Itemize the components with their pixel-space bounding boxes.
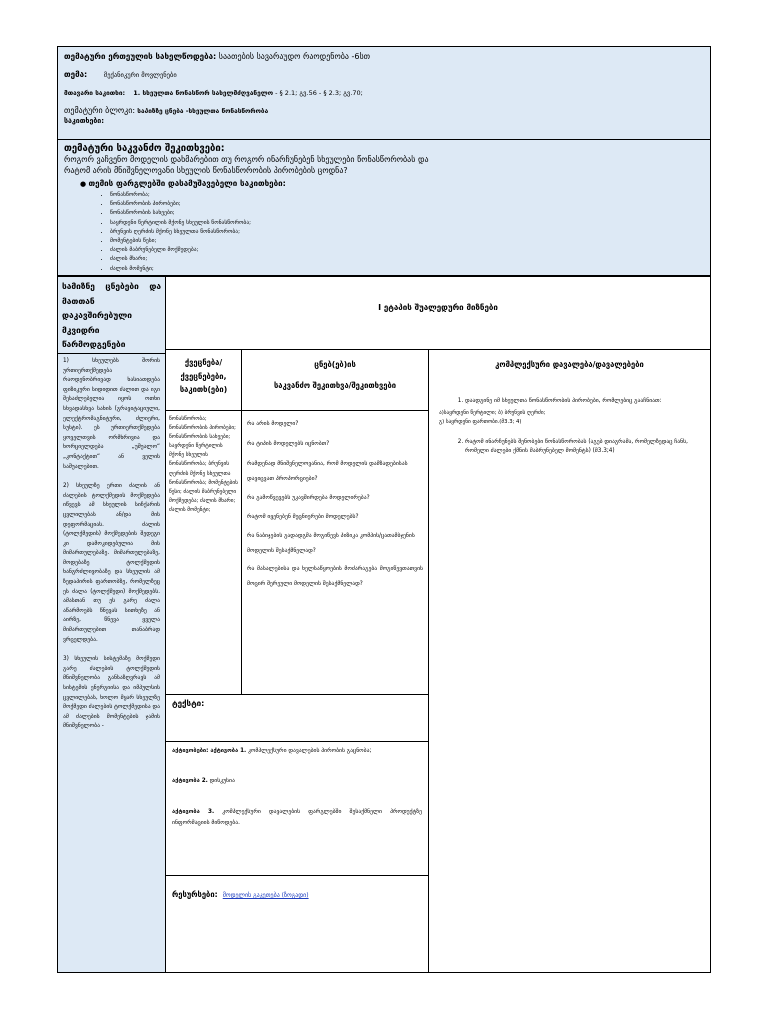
topic-item: • ბრუნვის ღერძის მქონე სხეულთა წონასწორობა;: [110, 228, 704, 237]
topic-item: • საყრდენი წერტილის მქონე სხეულის წონასწორობა;: [110, 219, 704, 228]
concept-paragraph-2: 2) სხეულზე ერთი ძალის ან ძალების ტოლქმედის მოქმედება იწვევს ამ სხეულის სიჩქარის ცვლილებას ან/და მის დეფორმაციას. ძალის (ტოლქმედის) მოქმედების შედეგი კი დამოკიდებულია მის მიმართულებაზე. მიმართულებაზე, მოდებაზე ტოლქმედის ხანგრძლივობაზე და სხეულის ამ ზედაპირის ფართობზე, რომელზეც ეს ძალა (ტოლქმედი) მოქმედებს. ამასთან თუ ეს გარე ძალა აწარმოებს წნევას სითხეზე ან აირზე, წნევა ყველა მიმართულებით თანაბრად ვრცელდება.: [63, 483, 160, 643]
key-question-line-1: როგორ ვაჩვენო მოდელის დახმარებით თუ როგორ ინარჩუნებენ სხეულები წონასწორობას და: [64, 155, 429, 164]
text-label: ტექსტი:: [172, 699, 205, 708]
question-list: [247, 417, 423, 592]
tasks-ordered-list-2: [449, 438, 704, 456]
text-cell: [165, 694, 429, 742]
topics-list: [80, 191, 704, 274]
block-tail: საკითხები:: [64, 117, 105, 125]
question-item: რა მასალებისა და ხელსაწყოების მოძარაგება მოგიწევთათვის მოცირ შერეული მოდელის შესაქმნელად?: [247, 566, 423, 587]
task-item-1: 1. დაადგინე იმ სხეულთა წონასწორობის პირობები, რომლებიც გააჩნიათ:: [465, 397, 704, 406]
question-item: რამდენად მნიშვნელოვანია, რომ მოდელის დამზადებისას დავიცვათ პროპორციები?: [247, 461, 408, 482]
concepts-header: სამიზნე ცნებები და მათთან დაკავშირებული მკვიდრი წარმოდგენები: [58, 277, 165, 354]
questions-header: [241, 349, 429, 411]
main-topic-refs: - § 2.1; გვ.56 - § 2.3; გვ.70;: [273, 89, 363, 97]
theme-label: თემა:: [64, 70, 88, 79]
tasks-column: [428, 349, 711, 973]
stage-goals-header: [165, 276, 711, 350]
topic-item: • მომენტების წესი;: [110, 237, 704, 246]
activity-3: აქტივობა 3. კომპლექსური დავალების ფარგლებში შესაქმნელი პროდუქტზე ინფორმაციის მიწოდება.: [172, 808, 423, 826]
skills-text: წონასწორობა; წონასწორობის პირობები; წონასწორობის სახეები; საყრდენი წერტილის მქონე სხეულის წონასწორობა; ბრუნვის ღერძის მქონე სხეულთა წონასწორობა; მომენტების წესი; ძალის მაბრუნებელი მოქმედება; ძალის მხარი; ძალის მომენტი;: [169, 416, 238, 513]
question-item: რა ტიპის მოდელებს იცნობთ?: [247, 441, 330, 447]
topic-item: • ძალის მხარი;: [110, 255, 704, 264]
theme-value: მექანიკური მოვლენები: [103, 71, 177, 79]
skills-cell: [165, 410, 242, 695]
theme-row: [64, 69, 704, 81]
tasks-ordered-list: [449, 397, 704, 406]
concepts-text: [58, 354, 165, 735]
resources-link[interactable]: მოდელის გაკეთება (ზოგადი): [222, 892, 309, 899]
questions-cell: [241, 410, 429, 695]
lesson-plan-document: [57, 46, 711, 899]
tasks-list: [429, 371, 710, 456]
topic-item: • წონასწორობა;: [110, 191, 704, 200]
key-questions-section: [57, 140, 711, 276]
questions-header-line-2: საკვანძო შეკითხვა/შეკითხვები: [273, 381, 397, 390]
activity-2: აქტივობა 2. დისკუსია: [172, 778, 235, 784]
resources-cell: [165, 875, 429, 973]
task-item-2: 2. რატომ ინარჩუნებს შენობები წონასწორობას (აგებ დიაგრამა, რომელზედაც ჩანს, რომელი ძალები ქმნის მაბრუნებელ მომენტს) (მ3.3;4): [465, 438, 704, 456]
block-value: საპიზზე ცნება -სხეულთა წონასწორობა: [135, 107, 269, 115]
topic-item: • წონასწორობის პირობები;: [110, 200, 704, 209]
task-1-option-a: ა)საყრდენი წერტილი; ბ) ბრუნვის ღერძი;: [439, 410, 546, 416]
topic-item: • ძალის მაბრუნებელი მოქმედება;: [110, 246, 704, 255]
stage-goals-title: I ეტაპის შუალედური მიზნები: [378, 303, 498, 312]
block-label: თემატური ბლოკი:: [64, 106, 136, 115]
unit-title-value: საათების სავარაუდო რაოდენობა -6სთ: [216, 52, 371, 61]
question-item: რა გამოწვევებს უკავშირდება მოდელირება?: [247, 495, 370, 501]
activities-cell: [165, 741, 429, 876]
topic-item: • ძალის მომენტი;: [110, 265, 704, 274]
concepts-column: [57, 276, 166, 973]
skills-header: ქვეცნება/ ქვეცნებები, საკითხ(ები): [165, 349, 242, 411]
main-topic-row: [64, 87, 704, 99]
topics-label: ● თემის ფარგლებში დასამუშავებელი საკითხები:: [80, 179, 286, 188]
topic-item: • წონასწორობის სახეები;: [110, 209, 704, 218]
question-item: რა არის მოდელი?: [247, 421, 299, 427]
unit-header: [57, 46, 711, 140]
key-question-line-2: რატომ არის მნიშვნელოვანი სხეულის წონასწორობის პირობების ცოდნა?: [64, 166, 348, 175]
unit-title-row: [64, 51, 704, 63]
question-item: რა ნაბიჯების გადადგმა მოგიწევს პიზიკა კომპის/ცათამბჯენის მოდელის შესაქმნელად?: [247, 533, 415, 554]
key-questions-label: თემატური საკვანძო შეკითხვები:: [64, 143, 225, 154]
question-item: რატომ იყენებენ მეცნიერები მოდელებს?: [247, 514, 359, 520]
concept-paragraph-3: 3) სხეულის სისტემაზე მოქმედი გარე ძალების ტოლქმედის მნიშვნელობა განსაზღვრავს ამ სისტემის ენერგიისა და იმპულსის ცვლილებას, ხოლო მყარ სხეულზე მოქმედი ძალების ტოლქმედისა და ამ ძალების მომენტების ჯამის მნიშვნელობა -: [63, 656, 160, 730]
main-topic-label: მთავარი საკითხი:: [64, 89, 126, 97]
topics-block: [80, 178, 704, 274]
tasks-header: კომპლექსური დავალება/დავალებები: [495, 360, 644, 369]
unit-title-label: თემატური ერთეულის სახელწოდება:: [64, 52, 217, 61]
resources-label: რესურსები:: [172, 890, 218, 899]
concept-paragraph-1: 1) სხეულებს შორის ურთიერთქმედება რაოდენობრივად ხასიათდება ფიზიკური სიდიდით ძალით და იგი შესაძლებელია იყოს ოთხი სხვადასხვა სახის (გრავიტაციული, ელექტრომაგნიტური, ძლიერი, სუსტი). ეს ურთიერთქმედება ყოველთვის ორმხრივია და ხორციელდება „უშუალო“ „კონტაქტით“ ან ველის საშუალებით.: [63, 358, 160, 470]
main-topic-value: 1. სხეულთა წონასწორ სახელმძღვანელო: [133, 89, 274, 97]
questions-header-line-1: ცნებ(ებ)ის: [314, 360, 356, 369]
goals-grid: [57, 276, 711, 974]
task-1-option-b: გ) საყრდენი ფართობი.(მ3.3; 4): [439, 418, 522, 425]
block-row: [64, 105, 704, 117]
activity-1: აქტივობები: აქტივობა 1. კომპლექსური დავალების პირობის გაცნობა;: [172, 748, 372, 754]
